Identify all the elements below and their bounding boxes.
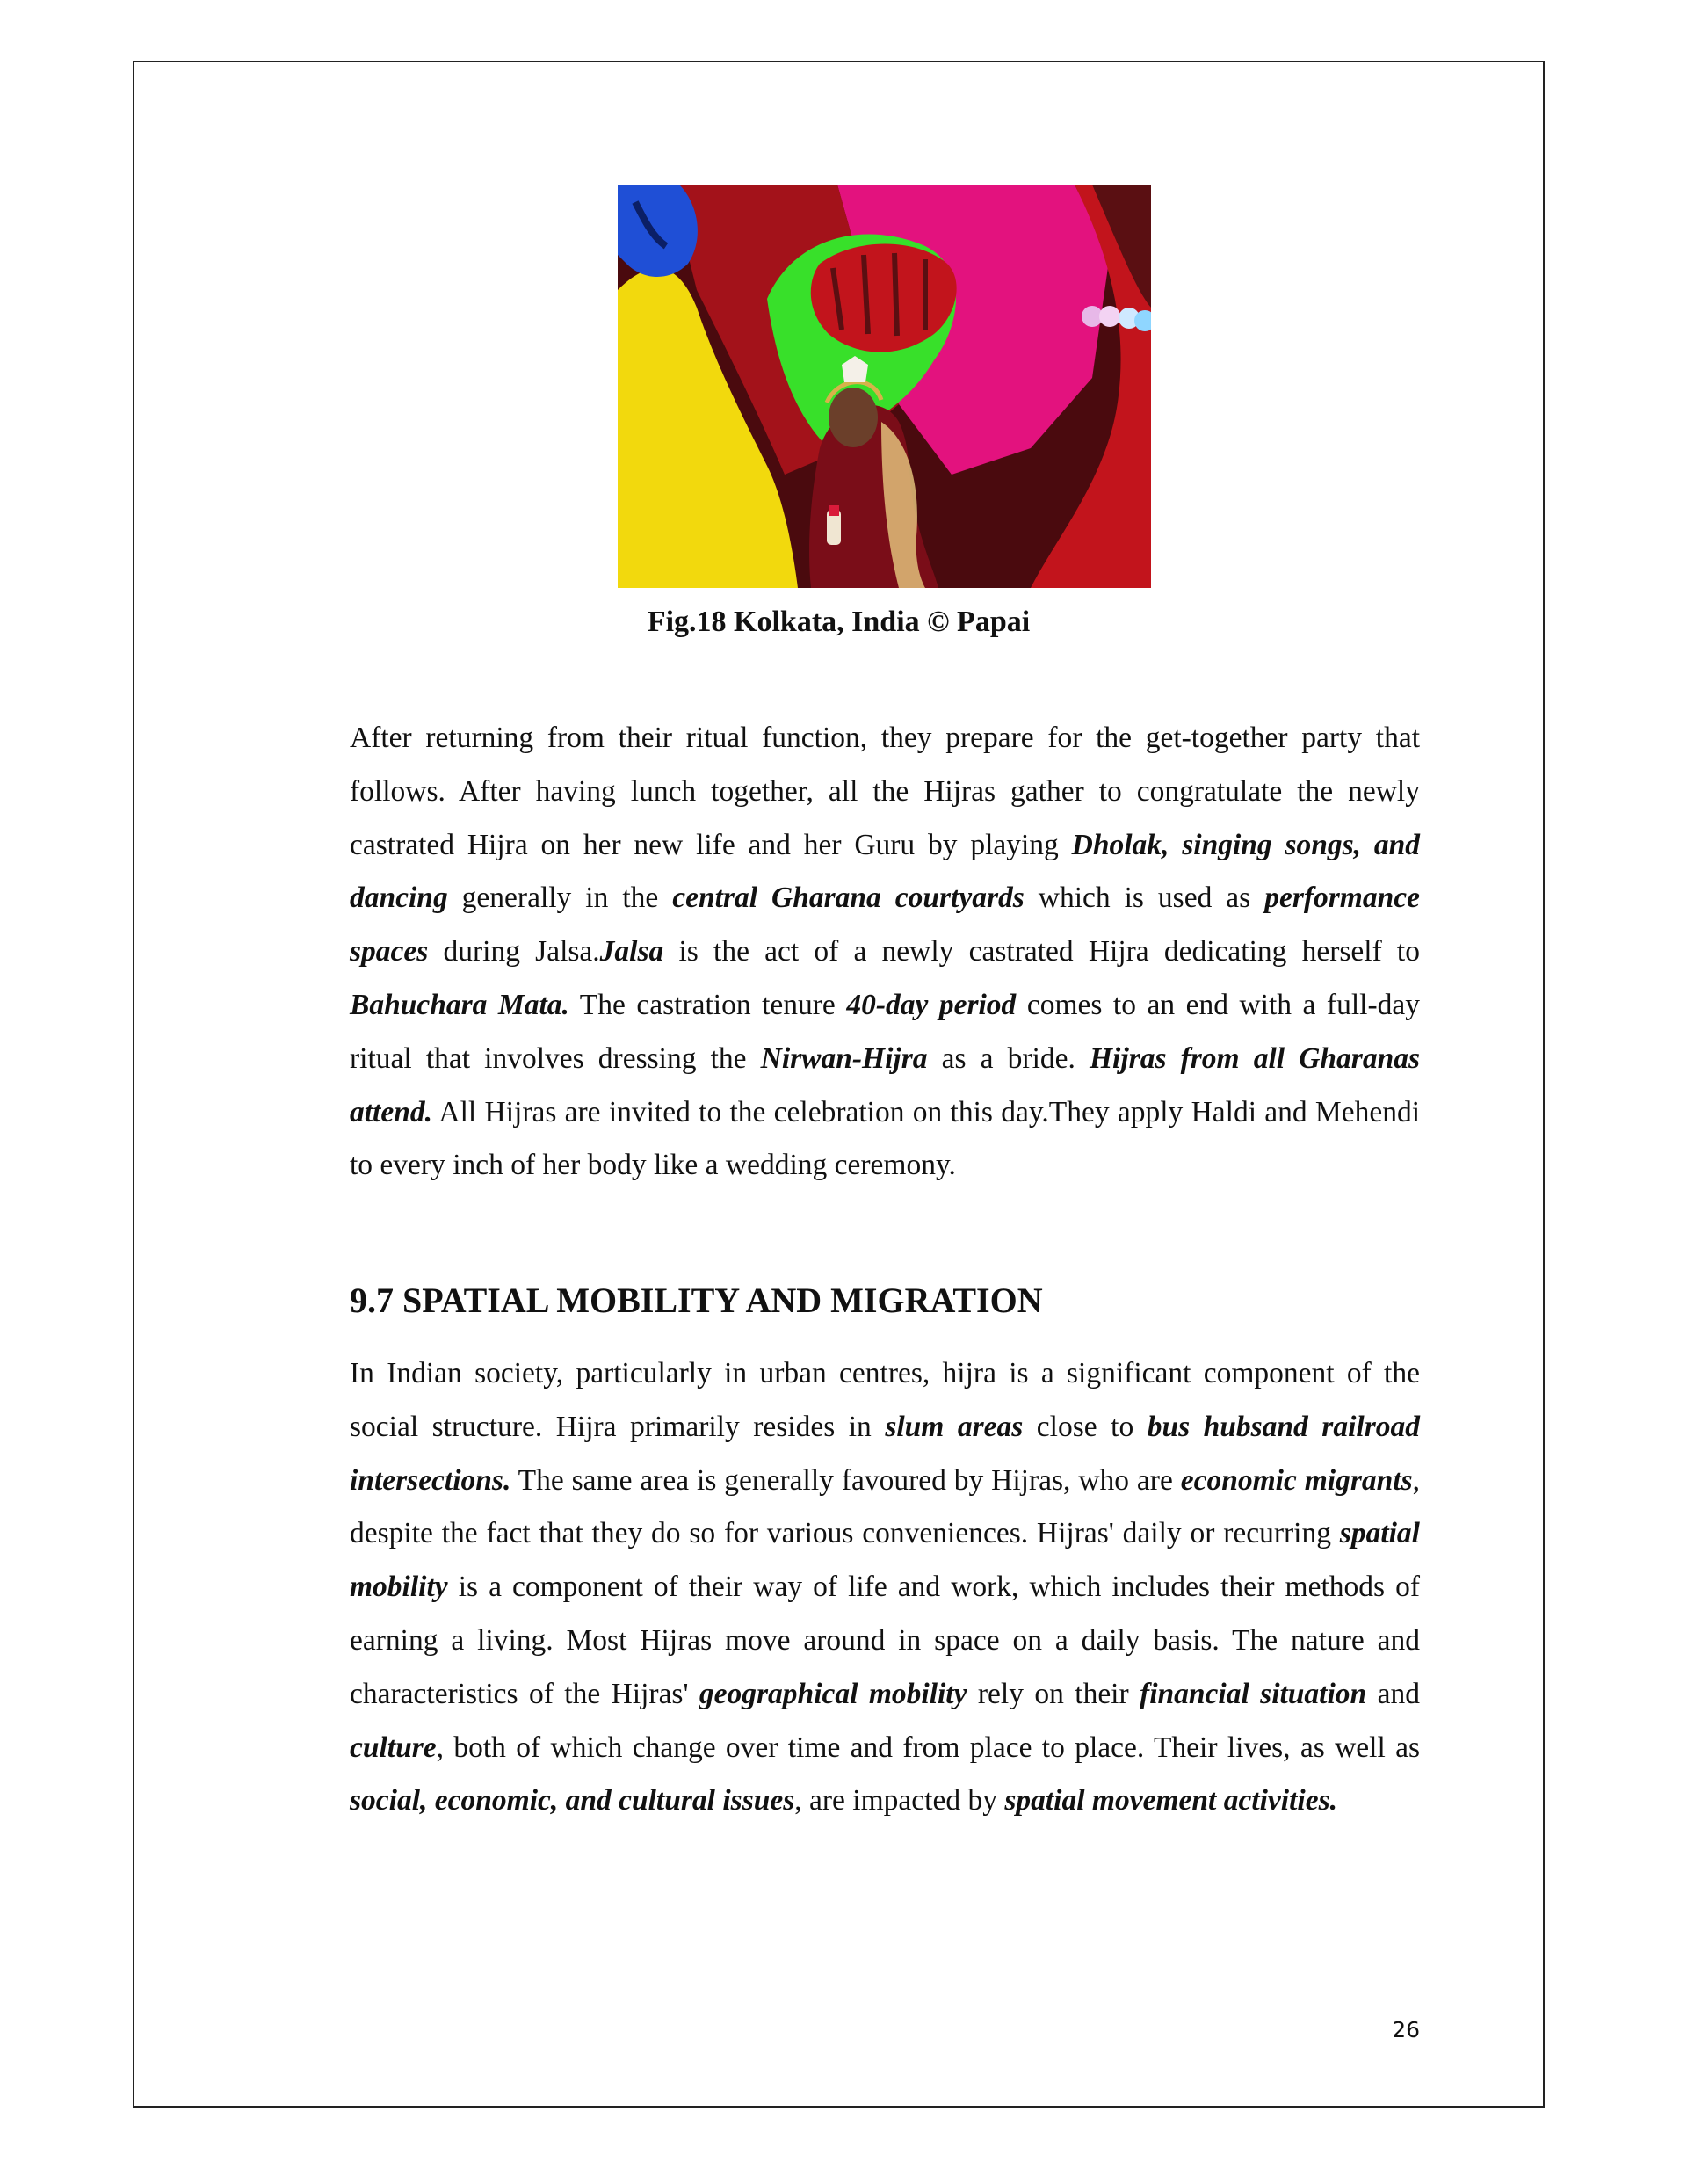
emphasis-text: central Gharana courtyards	[672, 882, 1025, 915]
text-run: , are impacted by	[794, 1784, 1005, 1818]
emphasis-text: economic migrants	[1180, 1463, 1413, 1497]
page-number: 26	[1392, 2017, 1420, 2043]
emphasis-text: Jalsa	[599, 935, 664, 969]
text-run: generally in the	[447, 882, 673, 915]
text-run: rely on their	[967, 1677, 1140, 1710]
text-run: and	[1366, 1677, 1420, 1710]
text-run: The same area is generally favoured by Hijras, who are	[510, 1463, 1181, 1497]
text-run: The castration tenure	[568, 988, 847, 1021]
text-run: which is used as	[1024, 882, 1265, 915]
emphasis-text: culture	[350, 1731, 437, 1764]
emphasis-text: Dholak, singing songs, and dancing	[350, 828, 1420, 915]
emphasis-text: financial situation	[1140, 1677, 1367, 1710]
body-paragraph-1	[350, 712, 1420, 1193]
emphasis-text: bus hubsand railroad intersections.	[350, 1410, 1420, 1497]
text-run: is a component of their way of life and work, which includes their methods of earning a living. Most Hijras move around in space on a daily basis. The nature and characteristics of the Hijras'	[350, 1571, 1420, 1710]
emphasis-text: Hijras from all Gharanas attend.	[350, 1041, 1420, 1128]
emphasis-text: spatial mobility	[350, 1517, 1420, 1604]
section-heading: 9.7 SPATIAL MOBILITY AND MIGRATION	[350, 1281, 1043, 1320]
emphasis-text: Bahuchara Mata.	[350, 988, 569, 1021]
emphasis-text: geographical mobility	[699, 1677, 967, 1710]
text-run: , despite the fact that they do so for various conveniences. Hijras' daily or recurring	[350, 1463, 1420, 1550]
text-run: All Hijras are invited to the celebration on this day.They apply Haldi and Mehendi to every inch of her body like a wedding ceremony.	[350, 1095, 1420, 1182]
text-run: close to	[1023, 1410, 1148, 1443]
emphasis-text: Nirwan-Hijra	[760, 1041, 928, 1075]
text-run: as a bride.	[927, 1041, 1090, 1075]
text-run: In Indian society, particularly in urban centres, hijra is a significant component of the social structure. Hijra primarily resides in	[350, 1357, 1420, 1443]
text-run: during Jalsa.	[428, 935, 600, 969]
figure-photo	[618, 185, 1151, 588]
text-run: is the act of a newly castrated Hijra dedicating herself to	[663, 935, 1420, 969]
emphasis-text: social, economic, and cultural issues	[350, 1784, 795, 1818]
figure-caption: Fig.18 Kolkata, India © Papai	[647, 606, 1031, 638]
emphasis-text: spatial movement activities.	[1004, 1784, 1338, 1818]
text-run: , both of which change over time and from place to place. Their lives, as well as	[436, 1731, 1420, 1764]
emphasis-text: performance spaces	[350, 882, 1420, 969]
body-paragraph-2	[350, 1347, 1420, 1828]
emphasis-text: 40-day period	[846, 988, 1017, 1021]
protest-mural-photo	[618, 185, 1151, 588]
text-run: comes to an end with a full-day ritual that involves dressing the	[350, 988, 1420, 1075]
emphasis-text: slum areas	[885, 1410, 1024, 1443]
text-run: After returning from their ritual function, they prepare for the get-together party that follows. After having lunch together, all the Hijras gather to congratulate the newly castrated Hijra on her new life and her Guru by playing	[350, 722, 1420, 861]
